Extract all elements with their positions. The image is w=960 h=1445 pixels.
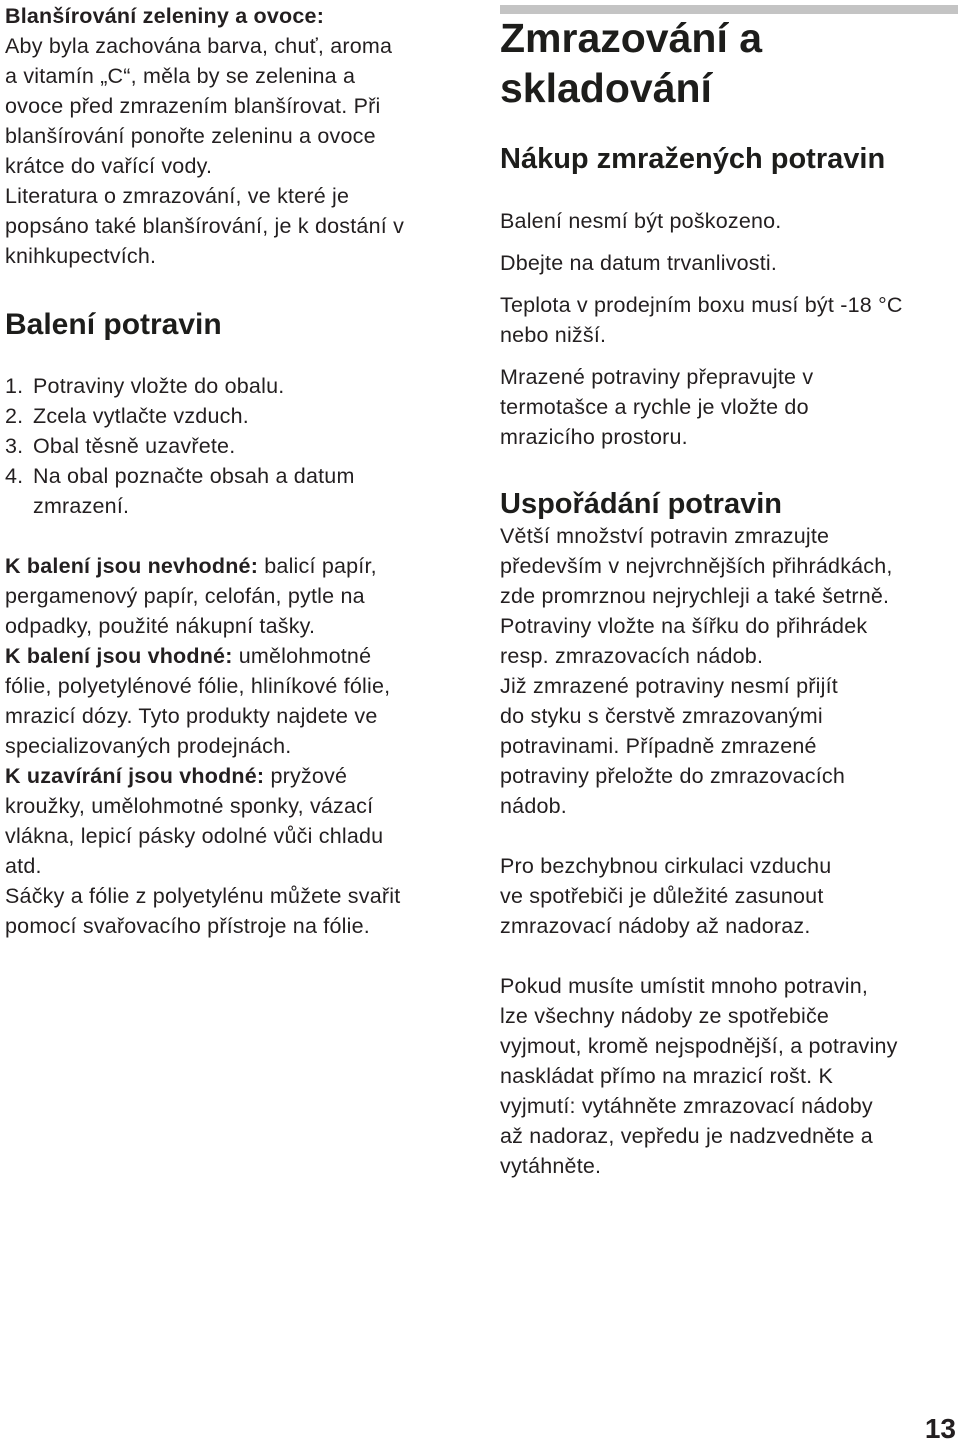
list-item: 3. Obal těsně uzavřete.	[5, 434, 236, 458]
buying-line: Balení nesmí být poškozeno.	[500, 209, 782, 233]
suitable-packaging: K balení jsou vhodné: umělohmotné fólie, polyetylénové fólie, hliníkové fólie, mrazicí dózy. Tyto produkty najdete ve specializovaných prodejnách.	[5, 644, 391, 758]
arranging-heading: Uspořádání potravin	[500, 488, 782, 520]
storage-text: Pokud musíte umístit mnoho potravin, lze všechny nádoby ze spotřebiče vyjmout, kromě nejspodnější, a potraviny naskládat přímo na mrazicí rošt. K vyjmutí: vytáhněte zmrazovací nádoby až nadoraz, vepředu je nadzvedněte a vytáhněte.	[500, 974, 898, 1178]
right-column	[500, 0, 958, 1181]
packing-heading: Balení potravin	[5, 308, 222, 341]
closing-materials: K uzavírání jsou vhodné: pryžové kroužky, umělohmotné sponky, vázací vlákna, lepicí pásky odolné vůči chladu atd. Sáčky a fólie z polyetylénu můžete svařit pomocí svařovacího přístroje na fólie.	[5, 764, 401, 938]
circulation-text: Pro bezchybnou cirkulaci vzduchu ve spotřebiči je důležité zasunout zmrazovací nádoby až nadoraz.	[500, 854, 832, 938]
left-column	[5, 0, 475, 941]
arranging-text: Větší množství potravin zmrazujte především v nejvrchnějších přihrádkách, zde promrznou nejrychleji a také šetrně. Potraviny vložte na šířku do přihrádek resp. zmrazovacích nádob. Již zmrazené potraviny nesmí přijít do styku s čerstvě zmrazovanými potravinami. Případně zmrazené potraviny přeložte do zmrazovacích nádob.	[500, 524, 893, 818]
page-title: Zmrazování a skladování	[500, 15, 763, 111]
buying-line: Dbejte na datum trvanlivosti.	[500, 251, 778, 275]
list-item: 2. Zcela vytlačte vzduch.	[5, 404, 249, 428]
page-number: 13	[924, 1413, 956, 1444]
blanching-heading: Blanšírování zeleniny a ovoce:	[5, 4, 325, 28]
list-item: 1. Potraviny vložte do obalu.	[5, 374, 285, 398]
list-item: 4. Na obal poznačte obsah a datum zmrazení.	[5, 464, 355, 518]
unsuitable-packaging: K balení jsou nevhodné: balicí papír, pergamenový papír, celofán, pytle na odpadky, použité nákupní tašky.	[5, 554, 377, 638]
packing-steps	[5, 371, 475, 521]
buying-heading: Nákup zmražených potravin	[500, 143, 886, 175]
blanching-text: Aby byla zachována barva, chuť, aroma a vitamín „C“, měla by se zelenina a ovoce před zmrazením blanšírovat. Při blanšírování ponořte zeleninu a ovoce krátce do vařící vody. Literatura o zmrazování, ve které je popsáno také blanšírování, je k dostání v knihkupectvích.	[5, 34, 405, 268]
buying-text: Teplota v prodejním boxu musí být -18 °C nebo nižší.	[500, 293, 903, 347]
buying-text: Mrazené potraviny přepravujte v termotašce a rychle je vložte do mrazicího prostoru.	[500, 365, 814, 449]
blanching-section	[5, 1, 475, 271]
